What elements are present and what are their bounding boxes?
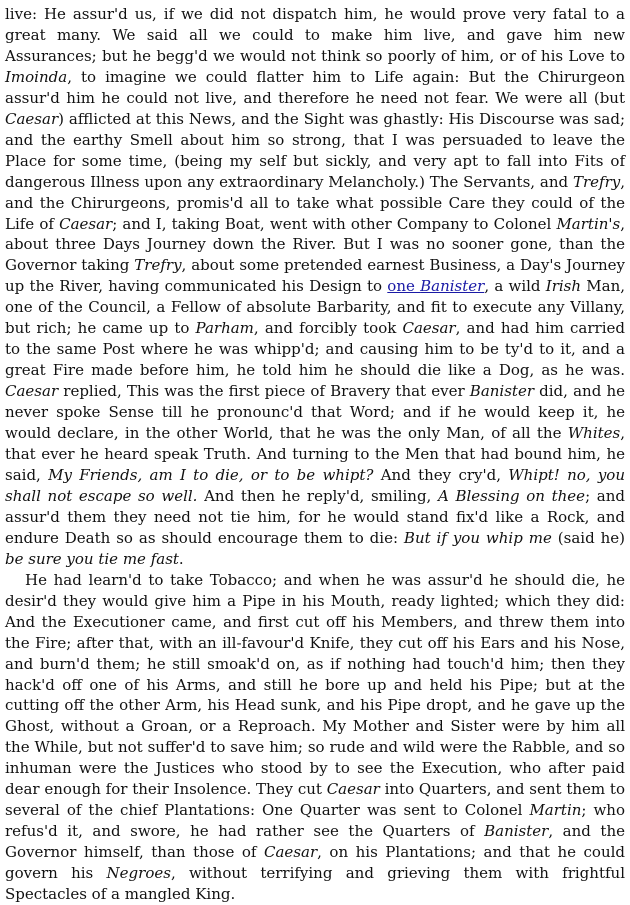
italic-text: But if you whip me [403, 528, 552, 547]
italic-text: Negroes [106, 864, 171, 883]
text-run: And they cry'd, [373, 465, 509, 484]
italic-text: Caesar [5, 109, 59, 128]
text-run: ) afflicted at this News, and the Sight was ghastly: His Discourse was sad; and the earthy Smell about him so strong, that I was persuaded to leave the Place for some time, (being my self but sickly, and very apt to fall into Fits of dangerous Illness upon any extraordinary Melancholy.) The Servants, and [5, 109, 625, 191]
italic-text: Irish [545, 277, 582, 296]
italic-text: Banister [484, 822, 549, 841]
italic-text: Trefry [572, 172, 621, 191]
text-run: , a wild [484, 277, 546, 296]
text-run: He had learn'd to take Tobacco; and when he was assur'd he should die, he desir'd they would give him a Pipe in his Mouth, ready lighted; which they did: And the Executioner came, and first cut off his Members, and threw them into the Fire; after that, with an ill-favour'd Knife, they cut off his Ears and his Nose, and burn'd them; he still smoak'd on, as if nothing had touch'd him; then they hack'd off one of his Arms, and still he bore up and held his Pipe; but at the cutting off the other Arm, his Head sunk, and his Pipe dropt, and he gave up the Ghost, without a Groan, or a Reproach. My Mother and Sister were by him all the While, but not suffer'd to save him; so rude and wild were the Rabble, and so inhuman were the Justices who stood by to see the Execution, who after paid dear enough for their Insolence. They cut [5, 570, 625, 799]
text-run: , on his Plantations; and that he could govern his [5, 843, 626, 883]
italic-text: Caesar [402, 319, 456, 338]
italic-text: Imoinda [5, 67, 68, 86]
italic-text: Whipt! no, you shall not escape so well. [5, 465, 626, 505]
link-text: one [387, 277, 421, 296]
text-run: . [178, 549, 184, 568]
banister-link[interactable] [387, 277, 484, 295]
italic-text: A Blessing on thee [437, 486, 586, 505]
italic-text: Martin [529, 801, 582, 820]
text-run: , about some pretended earnest Business, a Day's Journey up the River, having communicated his Design to [5, 256, 626, 296]
text-run: , and the Governor himself, than those of [5, 822, 625, 862]
italic-text: Caesar [264, 843, 318, 862]
text-run: (said he) [551, 528, 625, 547]
text-run: And then he reply'd, smiling, [197, 486, 438, 505]
text-run: replied, This was the first piece of Bravery that ever [58, 382, 470, 401]
text-run: , to imagine we could flatter him to Life again: But the Chirurgeon assur'd him he could not live, and therefore he need not fear. We were all (but [5, 67, 625, 107]
text-run: , without terrifying and grieving them with frightful Spectacles of a mangled King. [5, 864, 625, 904]
italic-text: Martin's [556, 214, 621, 233]
text-run: ; who refus'd it, and swore, he had rather see the Quarters of [5, 801, 625, 841]
document-page [5, 4, 625, 905]
text-run: , about three Days Journey down the River. But I was no sooner gone, than the Governor taking [5, 214, 626, 275]
text-run: Man, one of the Council, a Fellow of absolute Barbarity, and fit to execute any Villany, but rich; he came up to [5, 277, 625, 338]
text-run: ; and assur'd them they need not tie him, for he would stand fix'd like a Rock, and endure Death so as should encourage them to die: [5, 486, 625, 547]
paragraph [5, 570, 625, 905]
italic-text: Banister [469, 382, 534, 401]
text-run: , and forcibly took [253, 319, 403, 338]
italic-text: be sure you tie me fast [5, 549, 179, 568]
italic-text: Caesar [59, 214, 113, 233]
link-text: Banister [420, 277, 485, 296]
text-run: , and had him carried to the same Post where he was whipp'd; and causing him to be ty'd to it, and a great Fire made before him, he told him he should die like a Dog, as he was. [5, 319, 625, 380]
text-run: did, and he never spoke Sense till he pronounc'd that Word; and if he would keep it, he would declare, in the other World, that he was the only Man, of all the [5, 382, 625, 443]
italic-text: Caesar [326, 780, 380, 799]
italic-text: My Friends, am I to die, or to be whipt? [48, 465, 374, 484]
text-run: , and the Chirurgeons, promis'd all to take what possible Care they could of the Life of [5, 172, 625, 233]
italic-text: Whites [567, 424, 621, 443]
text-run: , that ever he heard speak Truth. And turning to the Men that had bound him, he said, [5, 424, 625, 484]
italic-text: Trefry [134, 256, 182, 275]
text-run: live: He assur'd us, if we did not dispatch him, he would prove very fatal to a great many. We said all we could to make him live, and gave him new Assurances; but he begg'd we would not think so poorly of him, or of his Love to [5, 5, 625, 65]
italic-text: Caesar [5, 382, 59, 401]
text-run: ; and I, taking Boat, went with other Company to Colonel [112, 214, 557, 233]
paragraph [5, 4, 625, 570]
italic-text: Parham [195, 319, 254, 338]
text-run: into Quarters, and sent them to several of the chief Plantations: One Quarter was sent to Colonel [5, 780, 625, 820]
